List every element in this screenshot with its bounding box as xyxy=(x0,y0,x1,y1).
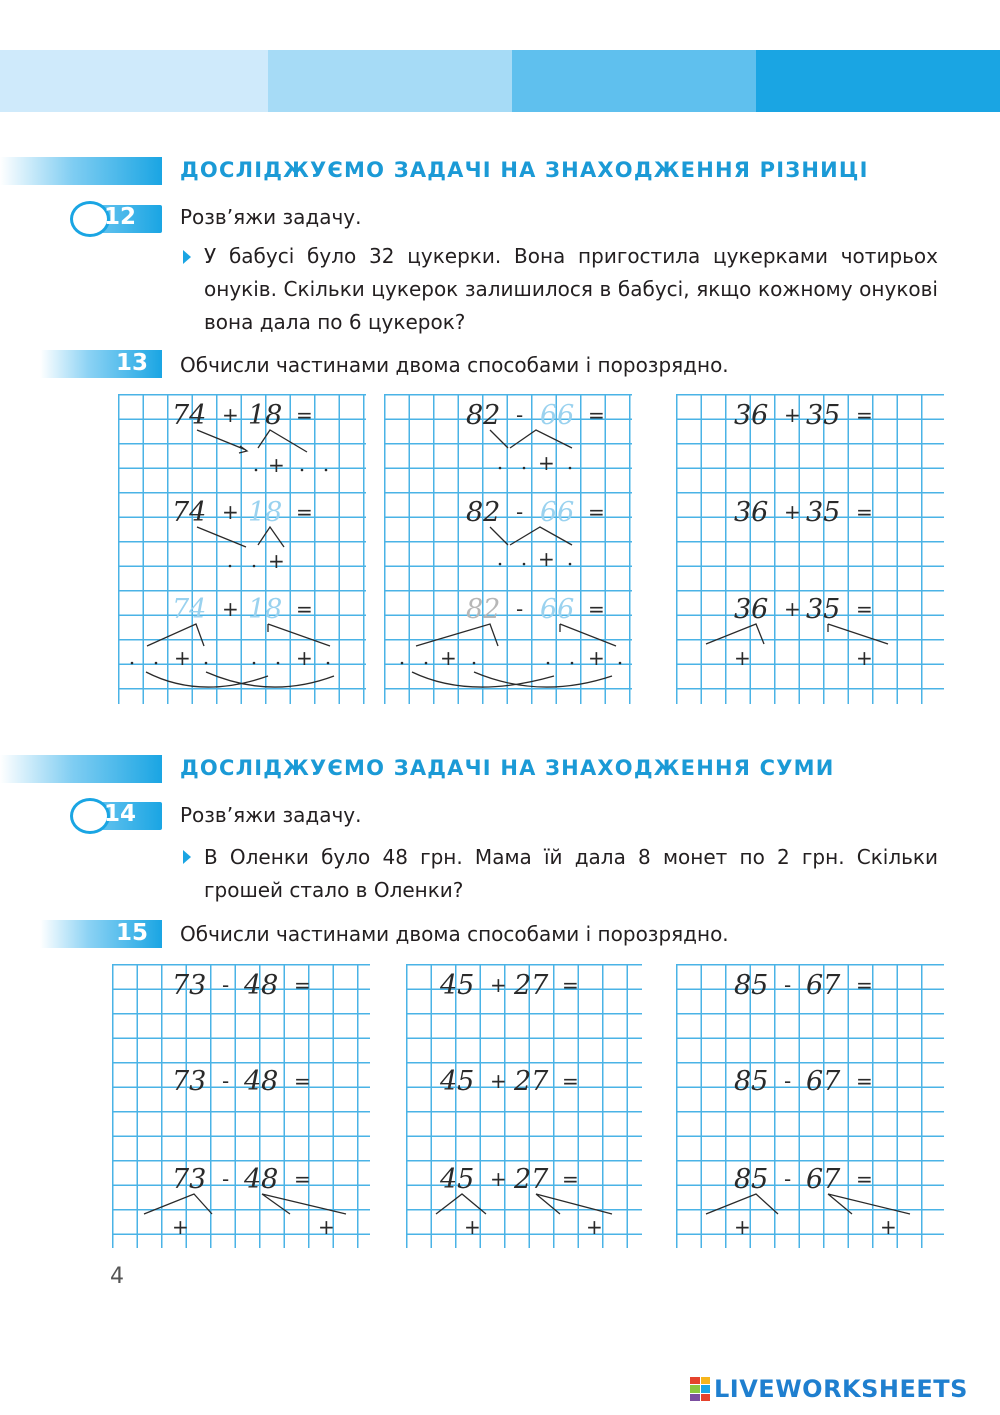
task15-ex2-row3-a: 45 xyxy=(440,1164,475,1195)
task13-ex3-row1-a: 36 xyxy=(734,400,769,431)
equals-sign: = xyxy=(296,500,313,524)
plus-sign: + xyxy=(856,646,873,670)
task15-ex2-row1-a: 45 xyxy=(440,970,475,1001)
plus-sign: + xyxy=(538,451,555,475)
equals-sign: = xyxy=(296,597,313,621)
task13-ex1-row3-b: 18 xyxy=(248,594,283,625)
task15-ex1-row1-op: - xyxy=(222,973,230,997)
equals-sign: = xyxy=(856,597,873,621)
task13-ex1-row2-b: 18 xyxy=(248,497,283,528)
task-14-number: 14 xyxy=(104,801,137,827)
plus-sign: + xyxy=(440,646,457,670)
plus-sign: + xyxy=(538,547,555,571)
task-13-instruction: Обчисли частинами двома способами і порозрядно. xyxy=(180,353,729,377)
split-lines xyxy=(144,1194,346,1214)
plus-sign: + xyxy=(880,1215,897,1239)
task15-ex3-row1-op: - xyxy=(784,973,792,997)
task15-ex2-row2-op: + xyxy=(490,1069,507,1093)
task15-ex1-row2-op: - xyxy=(222,1069,230,1093)
equals-sign: = xyxy=(588,500,605,524)
task-15-ex3 xyxy=(706,970,910,1239)
task15-ex1-row3-a: 73 xyxy=(172,1164,207,1195)
split-lines xyxy=(706,1194,910,1214)
task15-ex2-row3-op: + xyxy=(490,1167,507,1191)
plus-sign: + xyxy=(588,646,605,670)
task-12-number: 12 xyxy=(104,204,137,230)
task15-ex3-row3-a: 85 xyxy=(734,1164,769,1195)
task15-ex3-row3-op: - xyxy=(784,1167,792,1191)
task13-ex2-row1-op: - xyxy=(516,403,524,427)
task15-ex2-row1-b: 27 xyxy=(514,970,549,1001)
task13-ex2-row1-a: 82 xyxy=(466,400,501,431)
equals-sign: = xyxy=(562,1167,579,1191)
plus-sign: + xyxy=(586,1215,603,1239)
equals-sign: = xyxy=(588,597,605,621)
task13-ex2-row1-b: 66 xyxy=(540,400,575,431)
task15-ex3-row1-b: 67 xyxy=(806,970,841,1001)
liveworksheets-text: LIVEWORKSHEETS xyxy=(714,1375,968,1403)
liveworksheets-logo-icon xyxy=(690,1377,710,1401)
task13-ex1-row1-op: + xyxy=(222,403,239,427)
task-15-instruction: Обчисли частинами двома способами і порозрядно. xyxy=(180,922,729,946)
equals-sign: = xyxy=(856,973,873,997)
task13-ex2-row2-a: 82 xyxy=(466,497,501,528)
task13-ex2-row3-op: - xyxy=(516,597,524,621)
equals-sign: = xyxy=(562,973,579,997)
task13-ex3-row3-a: 36 xyxy=(734,594,769,625)
task13-ex3-row2-a: 36 xyxy=(734,497,769,528)
task13-ex2-row2-b: 66 xyxy=(540,497,575,528)
task-15-ex1 xyxy=(144,970,346,1239)
task15-ex1-row3-b: 48 xyxy=(244,1164,279,1195)
page-number: 4 xyxy=(110,1264,124,1289)
task15-ex1-row2-a: 73 xyxy=(172,1066,207,1097)
task13-ex1-row3-op: + xyxy=(222,597,239,621)
task15-ex2-row2-b: 27 xyxy=(514,1066,549,1097)
plus-sign: + xyxy=(268,453,285,477)
task13-ex1-row2-a: 74 xyxy=(172,497,207,528)
task13-ex2-row3-a: 82 xyxy=(466,594,501,625)
equals-sign: = xyxy=(294,1069,311,1093)
plus-sign: + xyxy=(734,1215,751,1239)
task13-ex1-row3-a: 74 xyxy=(172,594,207,625)
task13-ex3-row3-op: + xyxy=(784,597,801,621)
equals-sign: = xyxy=(294,1167,311,1191)
task15-ex1-row1-b: 48 xyxy=(244,970,279,1001)
task15-ex3-row2-op: - xyxy=(784,1069,792,1093)
plus-sign: + xyxy=(174,646,191,670)
task-15-number: 15 xyxy=(115,920,148,946)
plus-sign: + xyxy=(318,1215,335,1239)
task15-ex3-row3-b: 67 xyxy=(806,1164,841,1195)
task-14-instruction: Розв’яжи задачу. xyxy=(180,803,362,827)
task13-ex1-row2-op: + xyxy=(222,500,239,524)
task13-ex2-row2-op: - xyxy=(516,500,524,524)
plus-sign: + xyxy=(268,549,285,573)
task13-ex1-row1-b: 18 xyxy=(248,400,283,431)
task13-ex3-row2-b: 35 xyxy=(806,497,841,528)
section-1-title: ДОСЛІДЖУЄМО ЗАДАЧІ НА ЗНАХОДЖЕННЯ РІЗНИЦІ xyxy=(180,158,869,182)
task15-ex1-row2-b: 48 xyxy=(244,1066,279,1097)
task-13-number: 13 xyxy=(115,350,148,376)
split-lines xyxy=(436,1194,612,1214)
task-14-text: В Оленки було 48 грн. Мама їй дала 8 монет по 2 грн. Скільки грошей стало в Оленки? xyxy=(204,845,938,902)
task13-ex3-row3-b: 35 xyxy=(806,594,841,625)
liveworksheets-watermark xyxy=(690,1374,968,1404)
task15-ex1-row3-op: - xyxy=(222,1167,230,1191)
equals-sign: = xyxy=(562,1069,579,1093)
plus-sign: + xyxy=(464,1215,481,1239)
task13-ex3-row1-op: + xyxy=(784,403,801,427)
task15-ex2-row3-b: 27 xyxy=(514,1164,549,1195)
task13-ex3-row1-b: 35 xyxy=(806,400,841,431)
equals-sign: = xyxy=(294,973,311,997)
task15-ex3-row1-a: 85 xyxy=(734,970,769,1001)
task15-ex2-row2-a: 45 xyxy=(440,1066,475,1097)
equals-sign: = xyxy=(856,1167,873,1191)
section-2-title: ДОСЛІДЖУЄМО ЗАДАЧІ НА ЗНАХОДЖЕННЯ СУМИ xyxy=(180,756,835,780)
equals-sign: = xyxy=(588,403,605,427)
task15-ex3-row2-a: 85 xyxy=(734,1066,769,1097)
task15-ex3-row2-b: 67 xyxy=(806,1066,841,1097)
task13-ex2-row3-b: 66 xyxy=(540,594,575,625)
task13-ex1-row1-a: 74 xyxy=(172,400,207,431)
task15-ex1-row1-a: 73 xyxy=(172,970,207,1001)
equals-sign: = xyxy=(856,500,873,524)
task13-ex3-row2-op: + xyxy=(784,500,801,524)
task-15-ex2 xyxy=(436,970,612,1239)
equals-sign: = xyxy=(856,1069,873,1093)
equals-sign: = xyxy=(856,403,873,427)
plus-sign: + xyxy=(734,646,751,670)
plus-sign: + xyxy=(296,646,313,670)
task15-ex2-row1-op: + xyxy=(490,973,507,997)
task-12-text: У бабусі було 32 цукерки. Вона пригостила цукерками чотирьох онуків. Скільки цукерок залишилося в бабусі, якщо кожному онукові вона дала по 6 цукерок? xyxy=(204,244,938,334)
task-12-instruction: Розв’яжи задачу. xyxy=(180,205,362,229)
plus-sign: + xyxy=(172,1215,189,1239)
equals-sign: = xyxy=(296,403,313,427)
